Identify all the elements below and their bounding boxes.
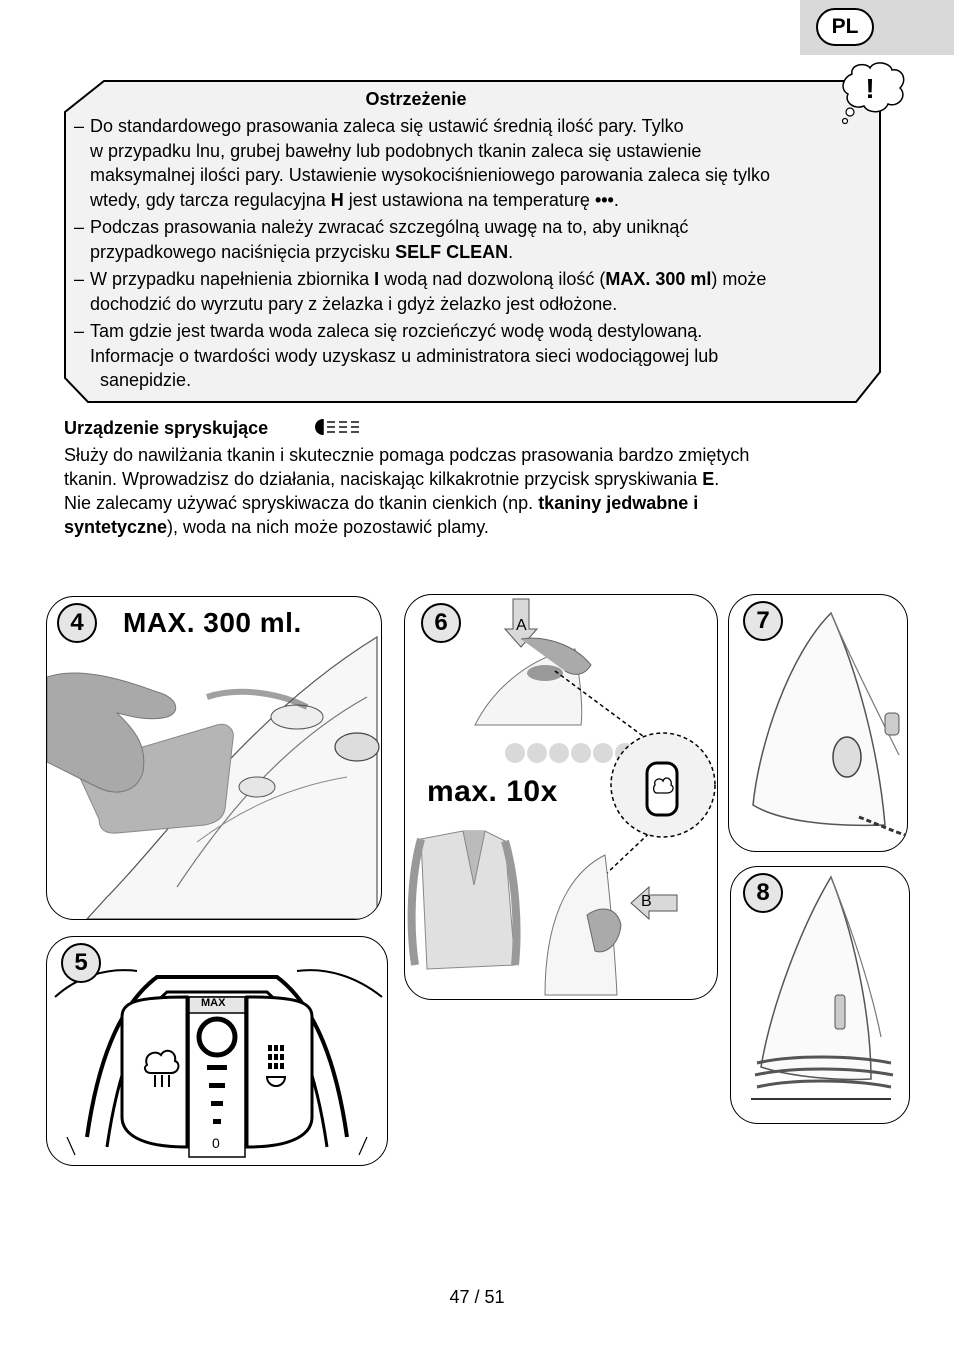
language-badge: PL xyxy=(816,8,874,46)
figure-5-panel xyxy=(46,936,388,1166)
figure-number-badge: 8 xyxy=(743,873,783,913)
arrow-a-label: A xyxy=(516,617,527,634)
spray-description: Służy do nawilżania tkanin i skutecznie pomaga podczas prasowania bardzo zmiętych tkanin. Wprowadzisz do działania, naciskając kilkakrotnie przycisk spryskiwania E. Nie zalecamy używać spryskiwacza do tkanin cienkich (np. tkaniny jedwabne i syntetyczne), woda na nich może pozostawić plamy. xyxy=(64,445,750,537)
zero-level-label: 0 xyxy=(212,1135,220,1151)
warning-item: – W przypadku napełnienia zbiornika I wodą nad dozwoloną ilość (MAX. 300 ml) może dochodzić do wyrzutu pary z żelazka i gdyż żelazko jest odłożone. xyxy=(74,269,767,314)
figure-number-badge: 7 xyxy=(743,601,783,641)
figure-number-badge: 5 xyxy=(61,943,101,983)
svg-text:!: ! xyxy=(865,73,875,104)
figure-number-badge: 4 xyxy=(57,603,97,643)
warning-item: – Do standardowego prasowania zaleca się ustawić średnią ilość pary. Tylko w przypadku lnu, grubej bawełny lub podobnych tkanin zaleca się ustawienie maksymalnej ilości pary. Ustawienie wysokociśnieniowego parowania zaleca się tylko wtedy, gdy tarcza regulacyjna H jest ustawiona na temperaturę •••. xyxy=(74,116,770,210)
figure-7-panel xyxy=(728,594,908,852)
figure-4-caption: MAX. 300 ml. xyxy=(123,607,302,638)
warning-item: – Podczas prasowania należy zwracać szczególną uwagę na to, aby uniknąć przypadkowego naciśnięcia przycisku SELF CLEAN. xyxy=(74,217,689,262)
page-number: 47 / 51 xyxy=(449,1287,505,1307)
figure-8-panel xyxy=(730,866,910,1124)
spray-section-title: Urządzenie spryskujące xyxy=(64,418,269,438)
warning-item: – Tam gdzie jest twarda woda zaleca się rozcieńczyć wodę wodą destylowaną. Informacje o twardości wody uzyskasz u administratora sieci wodociągowej lub sanepidzie. xyxy=(74,321,719,390)
max-level-label: MAX xyxy=(201,997,226,1009)
arrow-b-label: B xyxy=(641,893,652,910)
figure-6-panel xyxy=(404,594,718,1000)
figure-4-panel xyxy=(46,596,382,920)
warning-title: Ostrzeżenie xyxy=(365,89,467,109)
figure-6-caption: max. 10x xyxy=(427,775,558,808)
warning-list xyxy=(74,114,874,396)
figure-number-badge: 6 xyxy=(421,603,461,643)
spray-symbol-icon xyxy=(313,417,367,437)
